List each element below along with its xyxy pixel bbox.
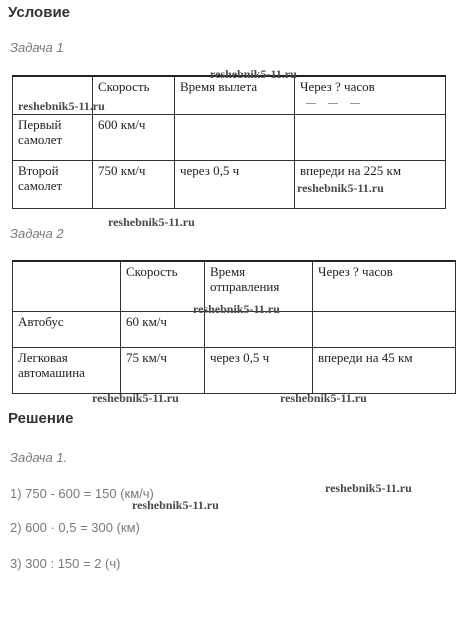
table-cell: 75 км/ч: [121, 347, 205, 393]
watermark: reshebnik5-11.ru: [92, 391, 179, 405]
table-cell: впереди на 45 км: [313, 347, 456, 393]
task-1-label: Задача 1: [10, 40, 64, 55]
table-cell: через 0,5 ч: [205, 347, 313, 393]
dash-mark: [306, 103, 316, 104]
table-cell: [313, 311, 456, 347]
watermark: reshebnik5-11.ru: [18, 99, 105, 113]
task-2-table: [12, 260, 456, 394]
watermark: reshebnik5-11.ru: [280, 391, 367, 405]
table-row: [13, 114, 446, 160]
condition-heading: Условие: [8, 4, 71, 21]
header-cell-speed: Скорость: [93, 76, 175, 114]
watermark: reshebnik5-11.ru: [193, 302, 280, 316]
header-hours-text: Через ? часов: [300, 79, 375, 94]
table-cell: [175, 114, 295, 160]
table-cell: 600 км/ч: [93, 114, 175, 160]
table-cell: Автобус: [13, 311, 121, 347]
header-cell-departure: Время отправления: [205, 261, 313, 311]
header-cell-departure: Время вылета: [175, 76, 295, 114]
watermark: reshebnik5-11.ru: [297, 181, 384, 195]
solution-step: 1) 750 - 600 = 150 (км/ч): [10, 486, 154, 501]
task-2-label: Задача 2: [10, 226, 64, 241]
header-cell-hours: Через ? часов: [313, 261, 456, 311]
solution-step: 2) 600 · 0,5 = 300 (км): [10, 520, 140, 535]
table-cell: через 0,5 ч: [175, 160, 295, 208]
dash-mark: [350, 103, 360, 104]
table-cell: Второй самолет: [13, 160, 93, 208]
header-cell-speed: Скорость: [121, 261, 205, 311]
table-cell: впереди на 225 км: [295, 160, 446, 208]
table-cell: [295, 114, 446, 160]
table-cell: Первый самолет: [13, 114, 93, 160]
table-cell: 750 км/ч: [93, 160, 175, 208]
watermark: reshebnik5-11.ru: [325, 481, 412, 495]
table-cell: 60 км/ч: [121, 311, 205, 347]
watermark: reshebnik5-11.ru: [132, 498, 219, 512]
watermark: reshebnik5-11.ru: [210, 67, 297, 81]
watermark: reshebnik5-11.ru: [108, 215, 195, 229]
dash-mark: [328, 103, 338, 104]
solution-step: 3) 300 : 150 = 2 (ч): [10, 556, 121, 571]
solution-heading: Решение: [8, 410, 74, 427]
solution-task-label: Задача 1.: [10, 450, 68, 465]
header-cell-empty: [13, 261, 121, 311]
header-cell-hours: [295, 76, 446, 114]
table-cell: Легковая автомашина: [13, 347, 121, 393]
table-row: [13, 347, 456, 393]
